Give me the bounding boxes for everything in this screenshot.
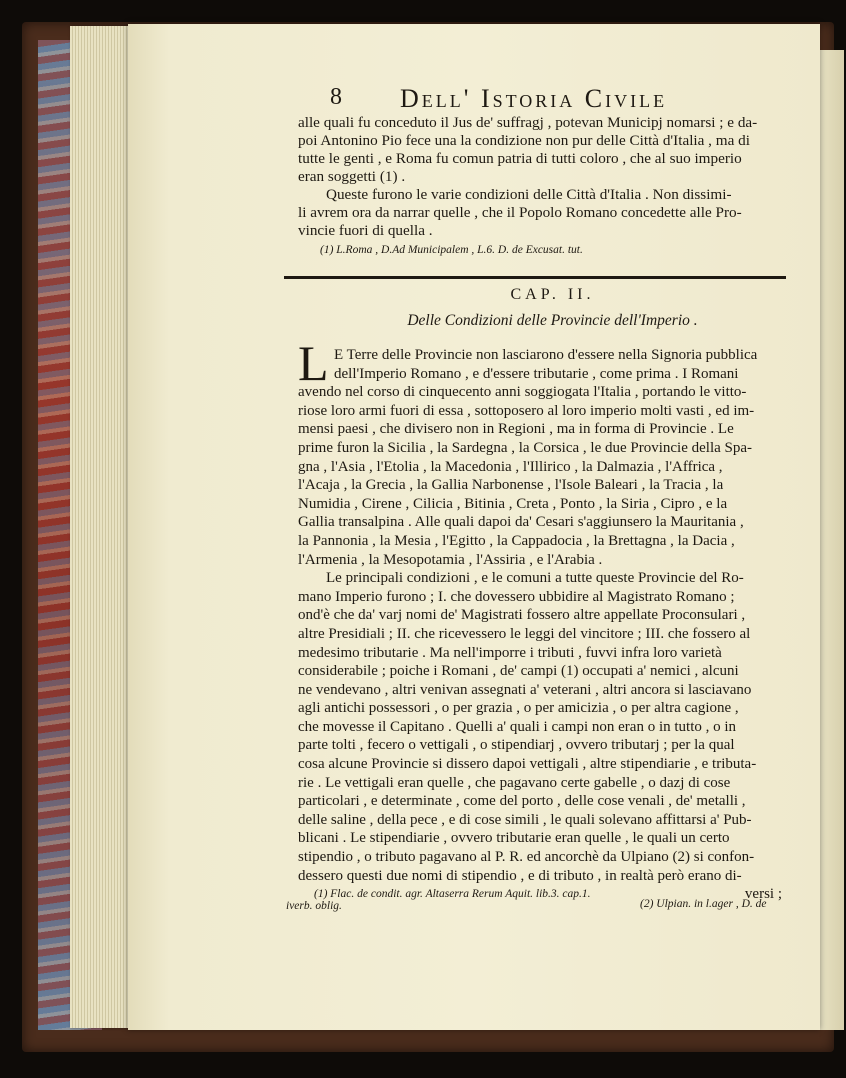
text-line: ond'è che da' varj nomi de' Magistrati fossero altre appellate Proconsulari , — [298, 607, 746, 624]
text-line: Numidia , Cirene , Cilicia , Bitinia , Creta , Ponto , la Siria , Cipro , e la — [298, 495, 728, 512]
chapter-label: CAP. II. — [510, 286, 595, 303]
text-line: gna , l'Asia , l'Etolia , la Macedonia , l'Illirico , la Dalmazia , l'Affrica , — [298, 458, 723, 475]
text-line: medesimo tributarie . Ma nell'imporre i tributi , fuvvi infra loro varietà — [298, 644, 722, 661]
footnote-text: (1) Flac. de condit. agr. Altaserra Rerum Aquit. lib.3. cap.1. — [314, 888, 591, 900]
text-line: poi Antonino Pio fece una la condizione non pur delle Città d'Italia , ma di — [298, 132, 750, 149]
text-line: blicani . Le stipendiarie , ovvero tributarie eran quelle , le quali un certo — [298, 830, 730, 847]
text-line: alle quali fu conceduto il Jus de' suffragj , potevan Municipj nomarsi ; e da- — [298, 114, 758, 131]
text-line: agli antichi possessori , o per grazia , o per amicizia , o per altra cagione , — [298, 700, 739, 717]
text-line: Queste furono le varie condizioni delle Città d'Italia . Non dissimi- — [326, 186, 732, 203]
text-line: mensi paesi , che divisero non in Regioni , ma in forma di Provincie . Le — [298, 421, 734, 438]
text-line: l'Armenia , la Mesopotamia , l'Assiria , e l'Arabia . — [298, 551, 603, 568]
text-line: mano Imperio furono ; I. che dovessero ubbidire al Magistrato Romano ; — [298, 588, 735, 605]
text-line: stipendio , o tributo pagavano al P. R. ed ancorchè da Ulpiano (2) si confon- — [298, 849, 755, 866]
text-line: riose loro armi fuori di essa , sottoposero al loro imperio molti vasti , ed im- — [298, 402, 755, 419]
text-line: la Pannonia , la Mesia , l'Egitto , la Cappadocia , la Brettagna , la Dacia , — [298, 532, 735, 549]
text-line: che movesse il Capitano . Quelli a' quali i campi non eran o in tutto , o in — [298, 718, 737, 735]
text-line: avendo nel corso di cinquecento anni soggiogata l'Italia , portando le vitto- — [298, 384, 747, 401]
paragraph-transition — [298, 186, 803, 240]
footnote: (1) L.Roma , D.Ad Municipalem , L.6. D. de Excusat. tut. — [320, 244, 583, 256]
text-line: E Terre delle Provincie non lasciarono d'essere nella Signoria pubblica — [334, 347, 758, 363]
running-head: Dell' Istoria Civile — [400, 84, 668, 113]
chapter-body — [298, 346, 794, 904]
text-line: tutte le genti , e Roma fu comun patria di tutti coloro , che al suo imperio — [298, 150, 742, 167]
text-line: rie . Le vettigali eran quelle , che pagavano certe gabelle , o dazj di cose — [298, 774, 731, 791]
text-line: Le principali condizioni , e le comuni a tutte queste Provincie del Ro- — [326, 570, 744, 587]
page-number: 8 — [330, 84, 342, 110]
text-line: vincie fuori di quella . — [298, 222, 433, 239]
drop-cap: L — [298, 335, 329, 391]
paragraph-continuation — [298, 114, 803, 186]
text-line: dell'Imperio Romano , e d'essere tributarie , come prima . I Romani — [334, 365, 739, 382]
text-line: li avrem ora da narrar quelle , che il Popolo Romano concedette alle Pro- — [298, 204, 742, 221]
text-line: Gallia transalpina . Alle quali dapoi da' Cesari s'aggiunsero la Mauritania , — [298, 514, 744, 531]
text-line: cosa alcune Provincie si dissero dapoi vettigali , altre stipendiarie , e tributa- — [298, 756, 757, 773]
facing-page-edge — [816, 50, 844, 1030]
footnote: (2) Ulpian. in l.ager , D. de — [640, 898, 767, 910]
text-line: altre Presidiali ; II. che ricevessero le leggi del vincitore ; III. che fossero al — [298, 625, 751, 642]
text-line: considerabile ; poiche i Romani , de' campi (1) occupati a' nemici , alcuni — [298, 663, 739, 680]
text-line: dessero questi due nomi di stipendio , e di tributo , in realtà però erano di- — [298, 867, 742, 884]
page-edges — [70, 26, 132, 1028]
page-header — [200, 84, 800, 116]
text-line: particolari , e determinate , come del porto , delle cose venali , de' metalli , — [298, 793, 746, 810]
text-line: parte tolti , fecero o vettigali , o stipendiarj , ovvero tributarj ; per la qual — [298, 737, 735, 754]
footnote-continuation: iverb. oblig. — [286, 900, 342, 912]
chapter-title: Delle Condizioni delle Provincie dell'Imperio . — [407, 312, 698, 329]
catchword: versi ; — [744, 886, 782, 903]
text-line: l'Acaja , la Grecia , la Gallia Narbonense , l'Isole Baleari , la Tracia , la — [298, 477, 724, 494]
footnote — [314, 888, 591, 900]
text-line: delle saline , della pece , e di cose simili , le quali solevano affittarsi a' Pub- — [298, 811, 752, 828]
text-line: ne vendevano , altri venivan assegnati a' veterani , altri ancora si lasciavano — [298, 681, 752, 698]
section-divider — [284, 276, 786, 279]
text-line: prime furon la Sicilia , la Sardegna , la Corsica , le due Provincie della Spa- — [298, 439, 753, 456]
text-line: eran soggetti (1) . — [298, 168, 406, 185]
